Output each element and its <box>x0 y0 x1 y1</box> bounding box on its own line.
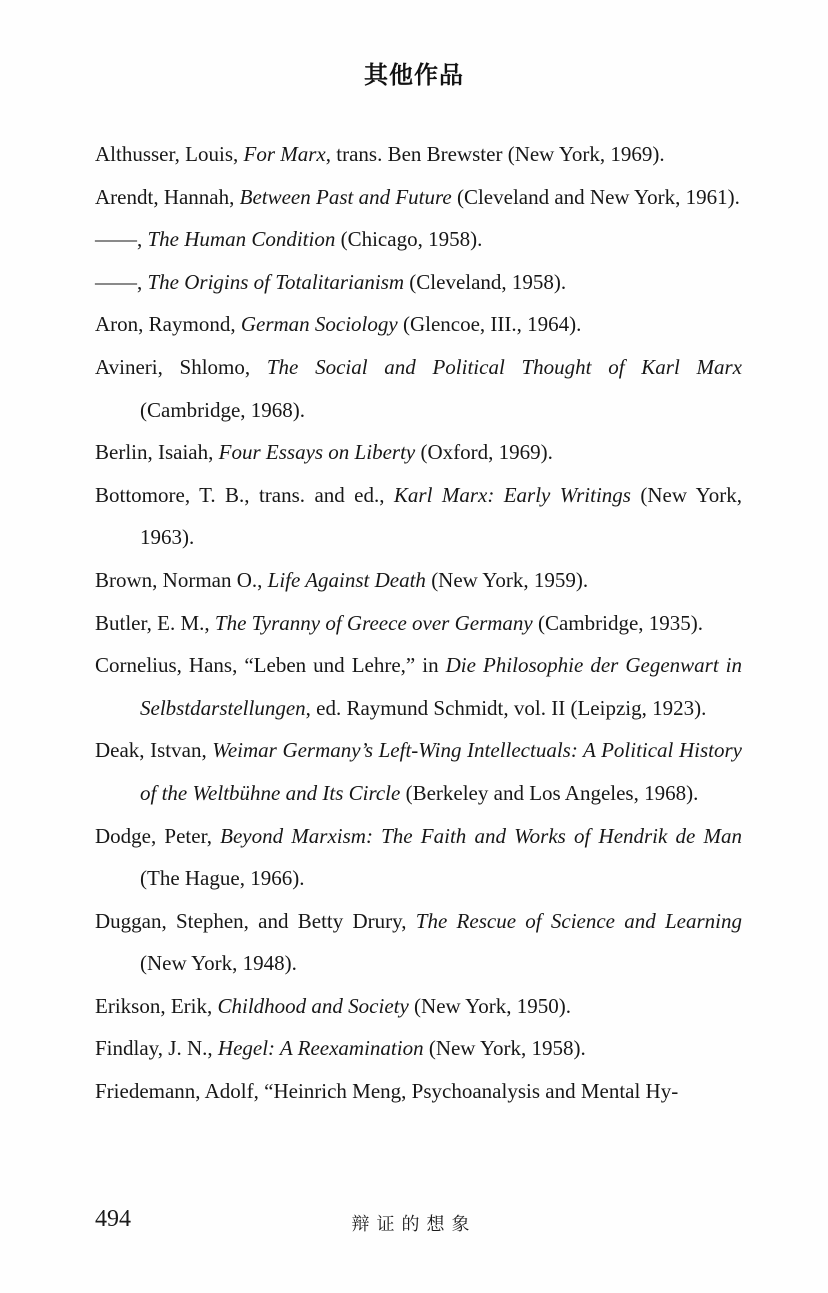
entry-text: Duggan, Stephen, and Betty Drury, <box>95 908 416 933</box>
entry-title-italic: The Rescue of Science and Learning <box>415 908 743 933</box>
entry-text: (New York, 1959). <box>425 567 589 592</box>
entry-text: Butler, E. M., <box>95 610 215 635</box>
bibliography-entry <box>95 815 742 900</box>
entry-text: Berlin, Isaiah, <box>95 440 219 465</box>
bibliography-entry <box>95 985 742 1028</box>
entry-text: (New York, 1950). <box>408 993 571 1018</box>
entry-text: (Oxford, 1969). <box>415 440 553 465</box>
entry-text: (Cambridge, 1968). <box>140 397 306 422</box>
entry-text: Erikson, Erik, <box>95 993 218 1018</box>
entry-title-italic: Hegel: A Reexamination <box>217 1036 424 1061</box>
entry-text: Aron, Raymond, <box>95 312 241 337</box>
bibliography-entry <box>95 176 742 219</box>
entry-text: ——, <box>95 227 148 252</box>
entry-title-italic: Weimar Germany’s Left-Wing Intellectuals: A Political History of the Weltbühne and Its Circle <box>140 738 742 805</box>
bibliography-entry <box>95 602 742 645</box>
entry-title-italic: For Marx <box>243 142 326 166</box>
entry-text: (New York, 1958). <box>423 1036 586 1061</box>
bibliography-entry <box>95 431 742 474</box>
entry-text: Bottomore, T. B., trans. and ed., <box>95 482 394 507</box>
entry-text: Avineri, Shlomo, <box>95 354 267 379</box>
entry-text: (The Hague, 1966). <box>140 866 305 891</box>
entry-title-italic: Life Against Death <box>267 567 426 592</box>
bibliography-entry <box>95 133 742 176</box>
entry-text: , ed. Raymund Schmidt, vol. II (Leipzig, 1923). <box>305 695 707 720</box>
entry-title-italic: The Tyranny of Greece over Germany <box>214 610 533 635</box>
entry-text: Arendt, Hannah, <box>95 184 240 209</box>
bibliography-entry <box>95 644 742 729</box>
entry-text: Dodge, Peter, <box>95 823 221 848</box>
entry-text: Deak, Istvan, <box>95 738 213 763</box>
bibliography-list <box>95 133 742 1113</box>
entry-text: , trans. Ben Brewster (New York, 1969). <box>325 142 665 166</box>
entry-text: (Cleveland, 1958). <box>404 269 567 294</box>
entry-text: Brown, Norman O., <box>95 567 268 592</box>
entry-text: Althusser, Louis, <box>95 142 244 166</box>
entry-text: Friedemann, Adolf, “Heinrich Meng, Psychoanalysis and Mental Hy- <box>95 1079 679 1104</box>
bibliography-entry <box>95 1070 742 1113</box>
bibliography-entry <box>95 346 742 431</box>
bibliography-entry <box>95 303 742 346</box>
running-title: 辩证的想象 <box>351 1214 477 1234</box>
entry-title-italic: Karl Marx: Early Writings <box>393 482 631 507</box>
page-number: 494 <box>95 1206 131 1232</box>
entry-text: (New York, 1948). <box>140 951 297 976</box>
page-footer <box>0 1206 828 1246</box>
entry-text: (Berkeley and Los Angeles, 1968). <box>400 780 699 805</box>
entry-title-italic: The Human Condition <box>147 227 336 252</box>
bibliography-entry <box>95 261 742 304</box>
entry-text: Findlay, J. N., <box>95 1036 218 1061</box>
entry-title-italic: Four Essays on Liberty <box>218 440 416 465</box>
bibliography-entry <box>95 729 742 814</box>
page-title: 其他作品 <box>364 63 464 89</box>
entry-title-italic: Die Philosophie der Gegenwart in Selbstdarstellungen <box>140 653 743 720</box>
entry-title-italic: Beyond Marxism: The Faith and Works of Hendrik de Man <box>220 823 742 848</box>
bibliography-entry <box>95 1027 742 1070</box>
entry-title-italic: The Origins of Totalitarianism <box>147 269 405 294</box>
entry-title-italic: Childhood and Society <box>217 993 409 1018</box>
entry-text: (Cleveland and New York, 1961). <box>451 184 740 209</box>
entry-title-italic: Between Past and Future <box>239 184 452 209</box>
entry-text: (Cambridge, 1935). <box>532 610 704 635</box>
entry-text: (Glencoe, III., 1964). <box>397 312 582 337</box>
entry-text: Cornelius, Hans, “Leben und Lehre,” in <box>95 653 446 678</box>
bibliography-entry <box>95 900 742 985</box>
entry-title-italic: German Sociology <box>240 312 398 337</box>
bibliography-entry <box>95 559 742 602</box>
entry-text: (New York, 1963). <box>140 482 742 550</box>
bibliography-entry <box>95 218 742 261</box>
entry-text: (Chicago, 1958). <box>335 227 483 252</box>
entry-text: ——, <box>95 269 148 294</box>
bibliography-entry <box>95 474 742 559</box>
entry-title-italic: The Social and Political Thought of Karl Marx <box>266 354 742 379</box>
